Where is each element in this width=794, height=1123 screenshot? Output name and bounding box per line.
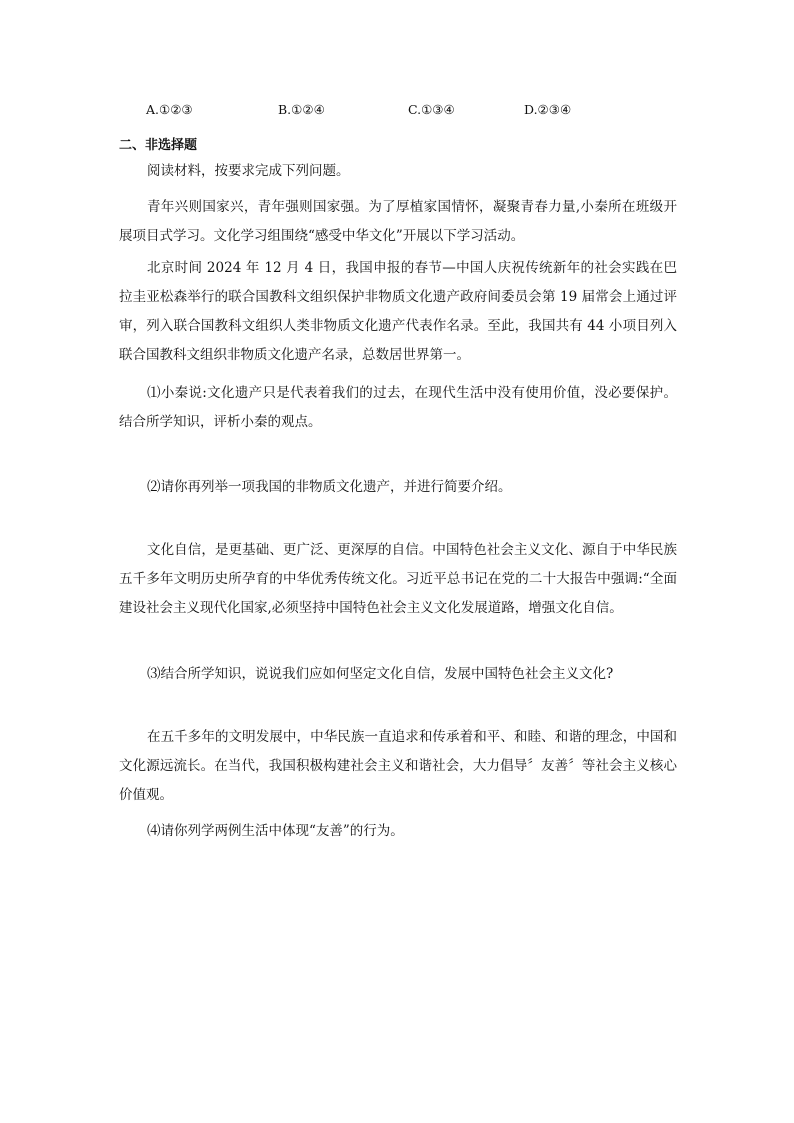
material-paragraph-2: 北京时间 2024 年 12 月 4 日，我国申报的春节—中国人庆祝传统新年的社会实践在巴拉圭亚松森举行的联合国教科文组织保护非物质文化遗产政府间委员会第 19 届常会上通过评审，列入联合国教科文组织人类非物质文化遗产代表作名录。至此，我国共有 44 小项目列入联合国教科文组织非物质文化遗产名录，总数居世界第一。 [119,260,677,363]
question-3: ⑶结合所学知识，说说我们应如何坚定文化自信，发展中国特色社会主义文化? [147,666,614,682]
question-1: ⑴小秦说:文化遗产只是代表着我们的过去，在现代生活中没有使用价值，没必要保护。结合所学知识，评析小秦的观点。 [119,385,677,430]
question-2: ⑵请你再列举一项我国的非物质文化遗产，并进行简要介绍。 [147,479,512,495]
option-c: C.①③④ [408,102,455,117]
question-4: ⑷请你列学两例生活中体现“友善”的行为。 [147,823,404,839]
material-paragraph-4: 在五千多年的文明发展中，中华民族一直追求和传承着和平、和睦、和谐的理念，中国和文化源远流长。在当代，我国积极构建社会主义和谐社会，大力倡导〞友善〞等社会主义核心价值观。 [119,729,677,803]
material-paragraph-3: 文化自信，是更基础、更广泛、更深厚的自信。中国特色社会主义文化、源自于中华民族五千多年文明历史所孕育的中华优秀传统文化。习近平总书记在党的二十大报告中强调:“全面建设社会主义现代化国家,必须坚持中国特色社会主义文化发展道路，增强文化自信。 [119,542,677,616]
material-paragraph-1: 青年兴则国家兴，青年强则国家强。为了厚植家国情怀，凝聚青春力量,小秦所在班级开展项目式学习。文化学习组围绕“感受中华文化”开展以下学习活动。 [119,199,677,244]
choice-options-row [146,102,706,122]
option-a: A.①②③ [146,102,193,117]
option-d: D.②③④ [524,102,572,117]
section-title: 二、非选择题 [119,138,198,153]
instructions-text: 阅读材料，按要求完成下列问题。 [147,163,350,179]
option-b: B.①②④ [278,102,325,117]
